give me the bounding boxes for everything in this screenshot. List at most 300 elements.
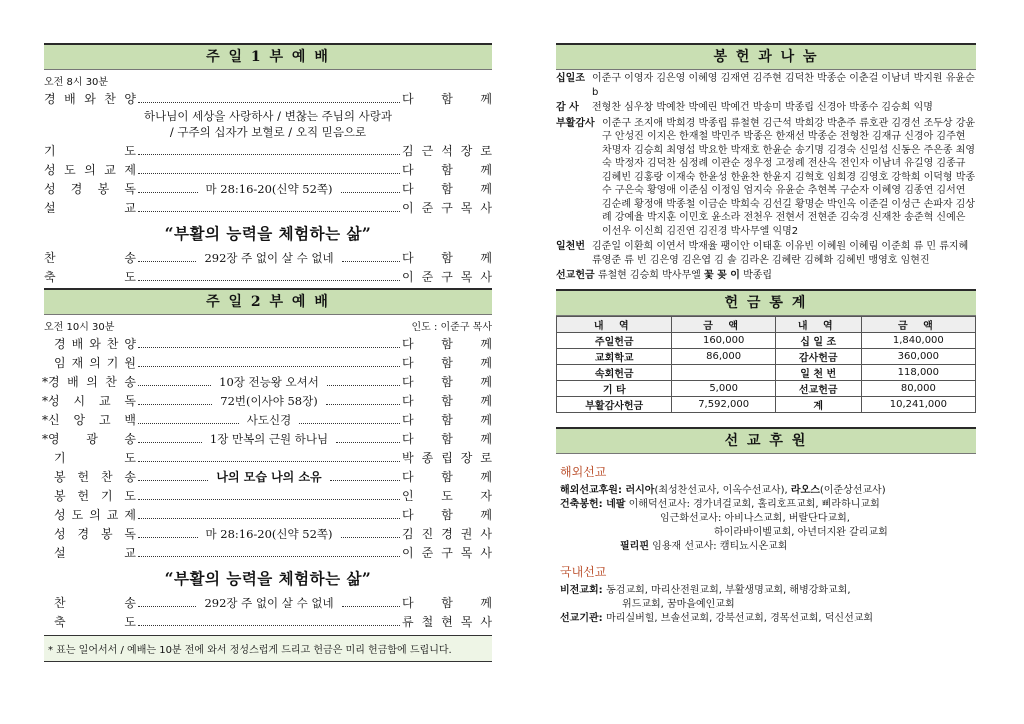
label-char: 송 bbox=[124, 596, 136, 610]
label-char: 도 bbox=[124, 451, 136, 465]
stats-row bbox=[557, 364, 976, 380]
row-label bbox=[54, 449, 136, 466]
person-part: 께 bbox=[480, 337, 492, 351]
offering-names: 전형찬 심우창 박예찬 박예린 박예건 박송미 박종립 신경아 박종수 김승희 익명 bbox=[592, 102, 933, 113]
offering-kind: 선교헌금 bbox=[556, 270, 595, 281]
offering-entry bbox=[556, 101, 976, 115]
dot-leader bbox=[342, 598, 400, 607]
label-char: 독 bbox=[124, 182, 136, 196]
row-person bbox=[402, 613, 492, 630]
label-char: 헌 bbox=[77, 489, 90, 503]
dot-leader bbox=[138, 434, 202, 443]
label-char: 의 bbox=[89, 508, 101, 522]
domestic-heading: 국내선교 bbox=[560, 564, 607, 579]
mission-text: (최성찬선교사, 이옥수선교사), bbox=[654, 484, 791, 496]
stats-row bbox=[557, 380, 976, 396]
person-part: 다 bbox=[402, 356, 414, 370]
row-scripture bbox=[44, 179, 492, 198]
time-text: 오전 8시 30분 bbox=[44, 77, 109, 88]
stats-cell: 속회헌금 bbox=[557, 364, 672, 380]
label-char: 교 bbox=[104, 163, 116, 177]
row-person bbox=[402, 392, 492, 409]
offering-kind: 꽃 꽂 이 bbox=[703, 270, 740, 281]
stats-head-cell: 금 액 bbox=[861, 316, 975, 332]
stats-cell: 80,000 bbox=[861, 380, 975, 396]
person-part: 박 bbox=[402, 451, 414, 465]
row-prayer bbox=[44, 141, 492, 160]
offering-entry bbox=[556, 117, 976, 239]
offering-names: 이준구 조지애 박희경 박종립 류철현 김근석 박희강 박춘주 류호관 김경선 조두상 강윤구 안성진 이지은 한재철 박민주 박종은 한재선 박종순 전형찬 김재규 신경아 김주현 차명자 김승희 최영섭 박요한 박재호 한윤순 송기명 김경숙 신일섭 신동은 주은종 최영숙 박정자 김덕찬 심정례 이관순 정우정 고정례 전산옥 전인자 이남녀 유길영 김종규 김혜빈 김홍랑 이재숙 한윤성 한윤찬 한윤지 김혁호 임희경 김영호 강학희 이덕형 박종수 구은숙 황영애 이준심 이정임 엄지숙 유윤순 추현복 구순자 이혜영 김종연 김서연 김순례 황정애 박종철 이금순 박희숙 김선길 황명순 박인옥 이준걸 이성근 손파자 김상례 강예율 박지훈 이민호 윤소라 전천우 전현서 전현준 김숙경 신재찬 송준혁 신예은 이선우 이신희 김진연 김진경 박사무엘 익명2 bbox=[602, 117, 976, 237]
dot-leader bbox=[138, 453, 400, 462]
service1-title: 주 일 1 부 예 배 bbox=[44, 43, 492, 70]
person-part: 사 bbox=[480, 201, 492, 215]
domestic-line bbox=[560, 598, 976, 612]
stats-cell: 일 천 번 bbox=[775, 364, 861, 380]
row-label bbox=[44, 199, 136, 216]
person-part: 장 bbox=[460, 451, 473, 465]
offering-kind: 감 사 bbox=[556, 102, 579, 113]
label-char: 재 bbox=[71, 356, 84, 370]
person-part: 함 bbox=[441, 92, 453, 106]
dot-leader bbox=[138, 598, 196, 607]
service2-row bbox=[44, 505, 492, 524]
stats-header bbox=[557, 316, 976, 332]
person-part: 께 bbox=[480, 356, 492, 370]
person-part: 목 bbox=[460, 615, 473, 629]
person-part: 이 bbox=[402, 201, 414, 215]
label-char: 앙 bbox=[73, 413, 86, 427]
dot-leader bbox=[299, 415, 400, 424]
row-label bbox=[54, 487, 136, 504]
label-char: 봉 bbox=[100, 527, 113, 541]
row-label bbox=[54, 525, 136, 542]
person-part: 로 bbox=[480, 451, 492, 465]
person-part: 다 bbox=[402, 394, 414, 408]
dot-leader bbox=[336, 434, 400, 443]
domestic-line bbox=[560, 584, 976, 598]
person-part: 다 bbox=[402, 251, 414, 265]
row-person bbox=[402, 335, 492, 352]
row-person bbox=[402, 268, 492, 285]
row-person bbox=[402, 411, 492, 428]
person-part: 다 bbox=[402, 337, 414, 351]
person-part: 종 bbox=[421, 451, 434, 465]
mission-offering-line bbox=[556, 269, 976, 283]
person-part: 함 bbox=[441, 356, 453, 370]
row-hymn bbox=[44, 593, 492, 612]
label-char: 경 bbox=[70, 182, 83, 196]
row-label bbox=[44, 142, 136, 159]
person-part: 장 bbox=[460, 144, 473, 158]
mission-title: 선 교 후 원 bbox=[556, 427, 976, 454]
person-part: 구 bbox=[441, 546, 453, 560]
dot-leader bbox=[138, 94, 400, 103]
label-char: 성 bbox=[54, 527, 66, 541]
offering-names: 김준일 이환희 이연서 박재율 팽이안 이태훈 이유빈 이혜원 이혜림 이준희 류 민 류지혜 류영준 류 빈 김은영 김은엽 김 솔 김라온 김혜란 김혜화 김혜빈 맹영호 임현진 bbox=[592, 241, 969, 266]
dot-leader bbox=[138, 377, 211, 386]
row-sermon bbox=[44, 198, 492, 217]
mission-text: 러시아 bbox=[625, 484, 655, 496]
row-label bbox=[42, 392, 136, 409]
service2-row bbox=[44, 353, 492, 372]
row-person bbox=[402, 449, 492, 466]
person-part: 로 bbox=[480, 144, 492, 158]
row-label bbox=[44, 249, 136, 266]
dot-leader bbox=[138, 253, 196, 262]
offering-kind: 부활감사 bbox=[556, 117, 595, 129]
dot-leader bbox=[327, 377, 400, 386]
person-part: 께 bbox=[480, 413, 492, 427]
label-char: 배 bbox=[71, 337, 84, 351]
mission-text: (이준상선교사) bbox=[819, 484, 886, 496]
row-label bbox=[54, 354, 136, 371]
row-label bbox=[54, 468, 136, 485]
stats-cell: 118,000 bbox=[861, 364, 975, 380]
person-part: 께 bbox=[480, 251, 493, 265]
label-char: 송 bbox=[124, 432, 136, 446]
label-char: 와 bbox=[89, 337, 101, 351]
service2-row bbox=[44, 334, 492, 353]
person-part: 께 bbox=[480, 596, 493, 610]
label-char: 설 bbox=[44, 201, 56, 215]
mission-text: 하이라바이벨교회, 아년더지완 갈리교회 bbox=[714, 526, 888, 538]
service2-row bbox=[44, 448, 492, 467]
label-char: 도 bbox=[71, 508, 84, 522]
person-part: 목 bbox=[460, 201, 473, 215]
label-char: 기 bbox=[106, 356, 119, 370]
service2-row bbox=[44, 524, 492, 543]
label-char: *경 bbox=[42, 375, 60, 389]
label-char: 의 bbox=[84, 163, 96, 177]
service2-row bbox=[44, 543, 492, 562]
mission-kind: 건축봉헌: bbox=[560, 498, 607, 510]
label-char: 찬 bbox=[54, 596, 66, 610]
person-part: 김 bbox=[402, 527, 414, 541]
service1-time bbox=[44, 73, 492, 88]
service2-row bbox=[44, 410, 492, 429]
stats-title: 헌 금 통 계 bbox=[556, 289, 976, 316]
right-column bbox=[556, 43, 976, 626]
offering-kind: 일천번 bbox=[556, 241, 585, 252]
stats-cell: 5,000 bbox=[672, 380, 775, 396]
row-person bbox=[402, 487, 492, 504]
offering-entry bbox=[556, 72, 976, 99]
label-char: 봉 bbox=[54, 470, 66, 484]
dot-leader bbox=[138, 510, 400, 519]
label-char: 도 bbox=[124, 489, 136, 503]
label-char: 교 bbox=[98, 394, 111, 408]
row-person bbox=[402, 354, 492, 371]
label-char: 시 bbox=[73, 394, 86, 408]
label-char: 송 bbox=[124, 251, 136, 265]
label-char: 와 bbox=[84, 92, 96, 106]
person-part: 함 bbox=[441, 163, 453, 177]
service2-row bbox=[44, 429, 492, 448]
overseas-heading: 해외선교 bbox=[560, 464, 607, 479]
row-person bbox=[402, 90, 492, 107]
stats-cell: 십 일 조 bbox=[775, 332, 861, 348]
mission-kind: 비전교회: bbox=[560, 584, 607, 596]
person-part: 다 bbox=[402, 432, 414, 446]
stats-cell: 부활감사헌금 bbox=[557, 396, 672, 412]
service-note: * 표는 일어서서 / 예배는 10분 전에 와서 정성스럽게 드리고 헌금은 미리 헌금함에 드립니다. bbox=[44, 635, 492, 662]
label-char: 경 bbox=[77, 527, 90, 541]
label-char: 교 bbox=[124, 546, 136, 560]
dot-leader bbox=[138, 358, 400, 367]
person-part: 사 bbox=[480, 270, 492, 284]
label-char: 찬 bbox=[105, 375, 117, 389]
row-label bbox=[44, 90, 136, 107]
person-part: 구 bbox=[441, 270, 453, 284]
row-detail: 나의 모습 나의 소유 bbox=[216, 470, 322, 484]
label-char: 도 bbox=[124, 144, 136, 158]
stats-row bbox=[557, 348, 976, 364]
leader-text: 인도 : 이준구 목사 bbox=[411, 322, 492, 333]
stats-head-cell: 내 역 bbox=[775, 316, 861, 332]
dot-leader bbox=[138, 272, 400, 281]
label-char: 경 bbox=[44, 92, 56, 106]
person-part: 진 bbox=[421, 527, 434, 541]
row-label bbox=[42, 373, 136, 390]
row-detail: 10장 전능왕 오셔서 bbox=[219, 374, 319, 389]
dot-leader bbox=[138, 146, 400, 155]
row-detail: 72번(이사야 58장) bbox=[220, 393, 318, 408]
label-char: 의 bbox=[86, 375, 98, 389]
label-char: 축 bbox=[44, 270, 56, 284]
row-person bbox=[402, 468, 492, 485]
person-part: 함 bbox=[441, 470, 453, 484]
mission-text: 동검교회, 마리산전원교회, 부활생명교회, 해병강화교회, bbox=[606, 584, 851, 596]
person-part: 사 bbox=[480, 527, 492, 541]
label-char: 도 bbox=[124, 615, 136, 629]
mission-kind: 선교기관: bbox=[560, 612, 607, 624]
label-char: 도 bbox=[64, 163, 76, 177]
mission-text: 임용재 선교사: 캠티뇨시온교회 bbox=[648, 540, 788, 552]
mission-text: 라오스 bbox=[790, 484, 820, 496]
label-char: 경 bbox=[54, 337, 66, 351]
person-part: 다 bbox=[402, 92, 414, 106]
stats-cell: 선교헌금 bbox=[775, 380, 861, 396]
row-person bbox=[402, 525, 492, 542]
label-char: 교 bbox=[124, 201, 136, 215]
dot-leader bbox=[341, 184, 401, 193]
person-part: 함 bbox=[441, 394, 453, 408]
label-char: 찬 bbox=[100, 470, 113, 484]
label-char: 배 bbox=[64, 92, 76, 106]
mission-text: 마리실버힐, 브솔선교회, 강북선교회, 경목선교회, 덕신선교회 bbox=[606, 612, 874, 624]
label-char: 백 bbox=[124, 413, 136, 427]
label-char: 배 bbox=[67, 375, 79, 389]
label-char: 설 bbox=[54, 546, 66, 560]
stats-cell: 160,000 bbox=[672, 332, 775, 348]
person-part: 철 bbox=[421, 615, 434, 629]
person-part: 께 bbox=[480, 92, 492, 106]
row-benediction bbox=[44, 612, 492, 631]
stats-cell: 감사헌금 bbox=[775, 348, 861, 364]
person-part: 함 bbox=[441, 596, 453, 610]
person-part: 구 bbox=[441, 201, 453, 215]
person-part: 권 bbox=[460, 527, 473, 541]
label-char: 기 bbox=[54, 451, 66, 465]
row-label bbox=[44, 161, 136, 178]
person-part: 다 bbox=[402, 508, 414, 522]
label-char: 찬 bbox=[44, 251, 56, 265]
label-char: 고 bbox=[98, 413, 111, 427]
person-part: 께 bbox=[480, 470, 492, 484]
offering-names: 이준구 이영자 김은영 이혜영 김재연 김주현 김덕찬 박종순 이춘걸 이남녀 박지원 유윤순b bbox=[592, 73, 975, 98]
person-part: 함 bbox=[441, 508, 453, 522]
person-part: 함 bbox=[441, 182, 453, 196]
stats-cell: 86,000 bbox=[672, 348, 775, 364]
row-label bbox=[54, 544, 136, 561]
overseas-line bbox=[560, 526, 976, 540]
row-detail: 마 28:16-20(신약 52쪽) bbox=[205, 181, 333, 196]
row-label bbox=[54, 594, 136, 611]
label-char: 송 bbox=[124, 470, 136, 484]
row-person bbox=[402, 544, 492, 561]
label-char: 기 bbox=[44, 144, 56, 158]
person-part: 김 bbox=[402, 144, 414, 158]
person-part: 다 bbox=[402, 163, 414, 177]
label-char: 축 bbox=[54, 615, 66, 629]
row-benediction bbox=[44, 267, 492, 286]
overseas-line bbox=[560, 484, 976, 498]
person-part: 함 bbox=[441, 337, 453, 351]
person-part: 목 bbox=[460, 546, 473, 560]
praise-lyric: 하나님이 세상을 사랑하사 / 변찮는 주님의 사랑과 bbox=[144, 109, 392, 123]
label-char: 찬 bbox=[106, 337, 119, 351]
dot-leader bbox=[138, 184, 198, 193]
person-part: 께 bbox=[480, 432, 493, 446]
row-person bbox=[402, 594, 492, 611]
service2-time bbox=[44, 318, 492, 333]
row-person bbox=[402, 142, 492, 159]
person-part: 함 bbox=[441, 251, 453, 265]
person-part: 함 bbox=[441, 432, 453, 446]
row-person bbox=[402, 373, 492, 390]
stats-cell: 7,592,000 bbox=[672, 396, 775, 412]
stats-cell: 360,000 bbox=[861, 348, 975, 364]
label-char: 의 bbox=[89, 356, 101, 370]
stats-row bbox=[557, 396, 976, 412]
row-person bbox=[402, 161, 492, 178]
label-char: 찬 bbox=[104, 92, 116, 106]
domestic-line bbox=[560, 612, 976, 626]
stats-cell: 10,241,000 bbox=[861, 396, 975, 412]
row-label bbox=[54, 613, 136, 630]
offering-title: 봉 헌 과 나 눔 bbox=[556, 43, 976, 70]
label-char: 봉 bbox=[97, 182, 110, 196]
person-part: 께 bbox=[480, 375, 492, 389]
label-char: 도 bbox=[124, 270, 136, 284]
person-part: 이 bbox=[402, 270, 414, 284]
dot-leader bbox=[138, 617, 400, 626]
person-part: 께 bbox=[480, 394, 493, 408]
offering-kind: 십일조 bbox=[556, 73, 585, 84]
sermon-title: “부활의 능력을 체험하는 삶” bbox=[164, 224, 372, 243]
label-char: 성 bbox=[44, 182, 56, 196]
person-part: 다 bbox=[402, 375, 414, 389]
person-part: 다 bbox=[402, 413, 414, 427]
person-part: 함 bbox=[441, 413, 453, 427]
person-part: 현 bbox=[441, 615, 453, 629]
row-label bbox=[42, 430, 136, 447]
mission-kind: 해외선교후원: bbox=[560, 484, 626, 496]
row-person bbox=[402, 199, 492, 216]
label-char: 광 bbox=[86, 432, 98, 446]
dot-leader bbox=[341, 529, 401, 538]
person-part: 준 bbox=[421, 201, 434, 215]
label-char: *성 bbox=[42, 394, 60, 408]
person-part: 석 bbox=[441, 144, 453, 158]
label-char: 독 bbox=[124, 394, 136, 408]
label-char: 송 bbox=[124, 375, 136, 389]
praise-lyric: / 구주의 십자가 보혈로 / 오직 믿음으로 bbox=[169, 125, 367, 139]
person-part: 사 bbox=[480, 615, 492, 629]
stats-cell: 교회학교 bbox=[557, 348, 672, 364]
offering-names: 류철현 김승희 박사무엘 bbox=[594, 270, 704, 281]
label-char: 양 bbox=[124, 92, 136, 106]
dot-leader bbox=[138, 415, 239, 424]
person-part: 류 bbox=[402, 615, 414, 629]
service2-title: 주 일 2 부 예 배 bbox=[44, 288, 492, 315]
row-detail: 1장 만복의 근원 하나님 bbox=[209, 431, 329, 446]
stats-head-cell: 내 역 bbox=[557, 316, 672, 332]
row-label bbox=[44, 268, 136, 285]
person-part: 립 bbox=[441, 451, 453, 465]
offering-entry bbox=[556, 240, 976, 267]
stats-head-cell: 금 액 bbox=[672, 316, 775, 332]
dot-leader bbox=[138, 165, 400, 174]
dot-leader bbox=[138, 472, 208, 481]
mission-text: 네팔 bbox=[606, 498, 626, 510]
label-char: 헌 bbox=[77, 470, 90, 484]
mission-text: 이해덕선교사: 경가녀걸교회, 홀리호프교회, 삐라하니교회 bbox=[625, 498, 880, 510]
person-part: 다 bbox=[402, 596, 414, 610]
row-label bbox=[54, 506, 136, 523]
overseas-line bbox=[560, 540, 976, 554]
stats-cell bbox=[672, 364, 775, 380]
dot-leader bbox=[138, 339, 400, 348]
row-label bbox=[54, 335, 136, 352]
mission-text: 필리핀 bbox=[620, 540, 649, 552]
label-char: 교 bbox=[106, 508, 119, 522]
left-column bbox=[44, 43, 492, 662]
row-fellowship bbox=[44, 160, 492, 179]
row-praise bbox=[44, 89, 492, 108]
service2-row bbox=[44, 372, 492, 391]
row-person bbox=[402, 249, 492, 266]
row-hymn bbox=[44, 248, 492, 267]
person-part: 이 bbox=[402, 546, 414, 560]
row-detail: 292장 주 없이 살 수 없네 bbox=[204, 250, 334, 265]
person-part: 함 bbox=[441, 375, 453, 389]
row-label bbox=[44, 180, 136, 197]
label-char: 원 bbox=[124, 356, 136, 370]
person-part: 다 bbox=[402, 182, 414, 196]
sermon-title: “부활의 능력을 체험하는 삶” bbox=[164, 569, 372, 588]
overseas-line bbox=[560, 498, 976, 512]
label-char: 독 bbox=[124, 527, 136, 541]
label-char: 임 bbox=[54, 356, 66, 370]
dot-leader bbox=[138, 491, 400, 500]
person-part: 께 bbox=[480, 508, 492, 522]
row-detail: 292장 주 없이 살 수 없네 bbox=[204, 595, 334, 610]
dot-leader bbox=[138, 548, 400, 557]
dot-leader bbox=[342, 253, 400, 262]
person-part: 자 bbox=[480, 489, 492, 503]
person-part: 준 bbox=[421, 270, 434, 284]
